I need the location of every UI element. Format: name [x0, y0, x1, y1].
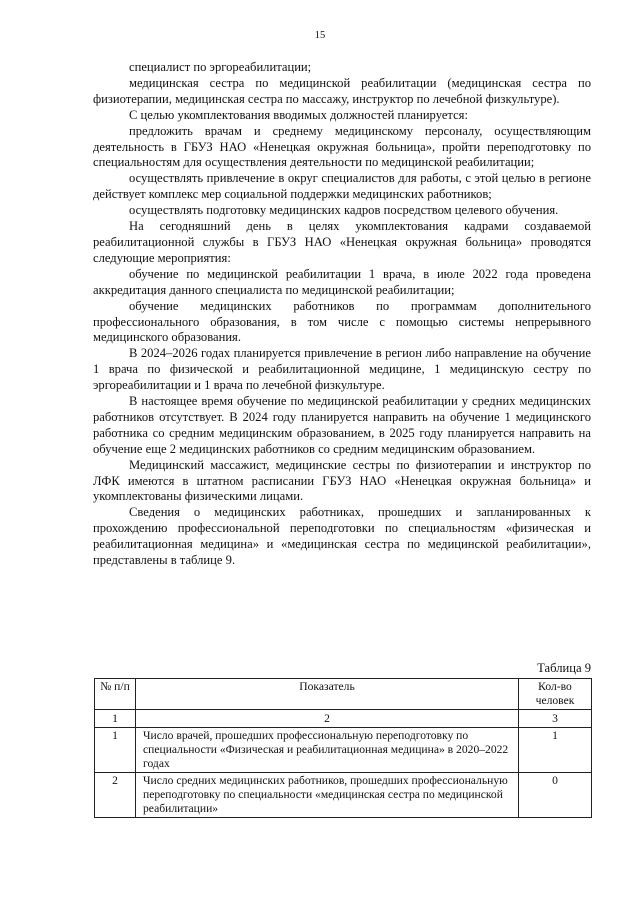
row-number: 2	[95, 773, 136, 818]
paragraph: С целью укомплектования вводимых должностей планируется:	[129, 107, 468, 122]
column-number: 1	[95, 710, 136, 728]
paragraph: предложить врачам и среднему медицинскому персоналу, осуществляющим деятельность в ГБУЗ НАО «Ненецкая окружная больница», пройти переподготовку по специальностям для осуществления деятельности по медицинской реабилитации;	[93, 123, 591, 170]
row-count: 0	[519, 773, 592, 818]
table-row	[95, 773, 592, 818]
paragraph: Сведения о медицинских работниках, прошедших и запланированных к прохождению профессиональной переподготовки по специальностям «физическая и реабилитационная медицина» и «медицинская сестра по медицинской реабилитации», представлены в таблице 9.	[93, 505, 591, 568]
table-row	[95, 728, 592, 773]
paragraph: Медицинский массажист, медицинские сестры по физиотерапии и инструктор по ЛФК имеются в штатном расписании ГБУЗ НАО «Ненецкая окружная больница» и укомплектованы физическими лицами.	[93, 457, 591, 504]
paragraph: обучение по медицинской реабилитации 1 врача, в июле 2022 года проведена аккредитация данного специалиста по медицинской реабилитации;	[93, 266, 591, 297]
paragraph: осуществлять привлечение в округ специалистов для работы, с этой целью в регионе действует комплекс мер социальной поддержки медицинских работников;	[93, 171, 591, 202]
row-number: 1	[95, 728, 136, 773]
paragraph: обучение медицинских работников по программам дополнительного профессионального образования, в том числе с помощью системы непрерывного медицинского образования.	[93, 298, 591, 345]
column-number: 2	[136, 710, 519, 728]
paragraph: В 2024–2026 годах планируется привлечение в регион либо направление на обучение 1 врача по физической и реабилитационной медицине, 1 медицинскую сестру по эргореабилитации и 1 врача по лечебной физкультуре.	[93, 346, 591, 393]
table-header-row	[95, 679, 592, 710]
header-number: № п/п	[95, 679, 136, 710]
paragraph: медицинская сестра по медицинской реабилитации (медицинская сестра по физиотерапии, медицинская сестра по массажу, инструктор по лечебной физкультуре).	[93, 75, 591, 106]
paragraph: осуществлять подготовку медицинских кадров посредством целевого обучения.	[129, 203, 559, 218]
body-text	[93, 60, 591, 569]
data-table	[94, 678, 592, 818]
row-indicator: Число средних медицинских работников, прошедших профессиональную переподготовку по специальности «медицинская сестра по медицинской реабилитации»	[136, 773, 519, 818]
header-indicator: Показатель	[136, 679, 519, 710]
column-number-row	[95, 710, 592, 728]
row-count: 1	[519, 728, 592, 773]
paragraph: На сегодняшний день в целях укомплектования кадрами создаваемой реабилитационной службы в ГБУЗ НАО «Ненецкая окружная больница» проводятся следующие мероприятия:	[93, 219, 591, 265]
row-indicator: Число врачей, прошедших профессиональную переподготовку по специальности «Физическая и реабилитационная медицина» в 2020–2022 годах	[136, 728, 519, 773]
page-number: 15	[314, 30, 326, 41]
paragraph: В настоящее время обучение по медицинской реабилитации у средних медицинских работников отсутствует. В 2024 году планируется направить на обучение 1 медицинского работника со средним медицинским образованием, в 2025 году планируется направить на обучение еще 2 медицинских работников со средним медицинским образованием.	[93, 394, 591, 456]
table-caption: Таблица 9	[537, 661, 591, 675]
header-count: Кол-во человек	[519, 679, 592, 710]
paragraph: специалист по эргореабилитации;	[129, 60, 312, 74]
column-number: 3	[519, 710, 592, 728]
